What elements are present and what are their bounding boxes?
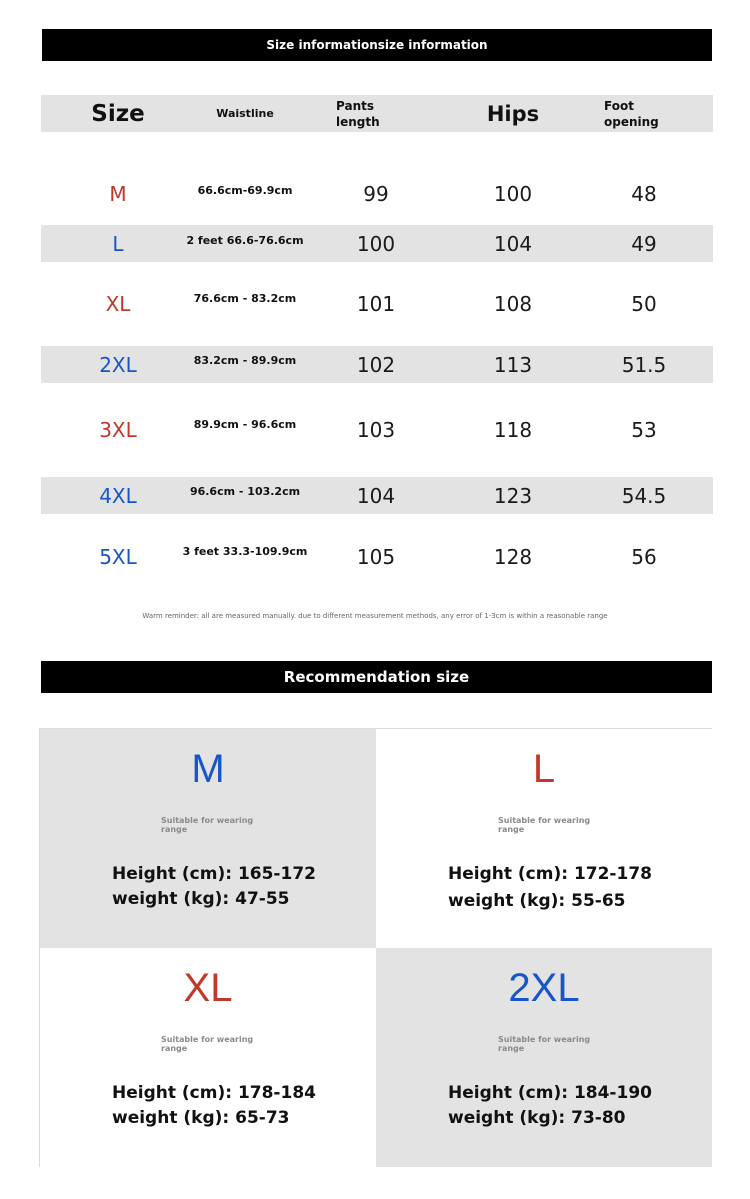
card-height: Height (cm): 184-190 bbox=[448, 1083, 652, 1103]
pants-length-cell: 104 bbox=[356, 483, 396, 508]
header-foot-opening-line2: opening bbox=[604, 114, 659, 129]
recommendation-card-m bbox=[40, 729, 376, 948]
hips-cell: 123 bbox=[493, 483, 533, 508]
size-cell: 3XL bbox=[99, 418, 137, 442]
recommendation-card-xl bbox=[40, 948, 376, 1167]
card-subtitle: Suitable for wearing range bbox=[161, 816, 254, 834]
waistline-cell: 96.6cm - 103.2cm bbox=[189, 485, 301, 498]
measurement-reminder: Warm reminder: all are measured manually. due to different measurement methods, any error of 1-3cm is within a reasonable range bbox=[142, 612, 608, 620]
card-subtitle: Suitable for wearing range bbox=[498, 1035, 591, 1053]
hips-cell: 100 bbox=[493, 181, 533, 206]
pants-length-cell: 103 bbox=[356, 418, 396, 442]
table-row-5xl bbox=[41, 514, 713, 600]
hips-cell: 118 bbox=[493, 418, 533, 442]
foot-opening-cell: 54.5 bbox=[621, 483, 667, 508]
table-row-2xl bbox=[41, 346, 713, 383]
foot-opening-cell: 50 bbox=[631, 292, 657, 316]
card-size-label: 2XL bbox=[508, 966, 580, 1010]
table-row-xl bbox=[41, 262, 713, 346]
card-size-label: XL bbox=[183, 966, 233, 1010]
header-pants-length bbox=[336, 95, 416, 132]
recommendation-card-l bbox=[376, 729, 712, 948]
header-hips: Hips bbox=[486, 101, 540, 126]
pants-length-cell: 102 bbox=[356, 352, 396, 377]
pants-length-cell: 105 bbox=[356, 545, 396, 569]
header-waistline: Waistline bbox=[216, 107, 274, 120]
card-height: Height (cm): 165-172 bbox=[112, 864, 316, 884]
size-cell: 5XL bbox=[99, 545, 137, 569]
header-pants-length-line1: Pants bbox=[336, 98, 374, 113]
recommendation-grid bbox=[39, 728, 712, 1167]
card-height: Height (cm): 178-184 bbox=[112, 1083, 316, 1103]
pants-length-cell: 100 bbox=[356, 231, 396, 256]
card-weight: weight (kg): 55-65 bbox=[448, 891, 626, 911]
waistline-cell: 89.9cm - 96.6cm bbox=[193, 417, 297, 431]
size-cell: L bbox=[112, 231, 124, 256]
hips-cell: 128 bbox=[493, 545, 533, 569]
foot-opening-cell: 56 bbox=[631, 545, 657, 569]
foot-opening-cell: 48 bbox=[631, 181, 657, 206]
size-cell: M bbox=[109, 181, 127, 206]
card-weight: weight (kg): 65-73 bbox=[112, 1108, 290, 1128]
header-pants-length-line2: length bbox=[336, 114, 380, 129]
card-size-label: M bbox=[191, 747, 225, 791]
card-size-label: L bbox=[532, 747, 556, 791]
hips-cell: 113 bbox=[493, 352, 533, 377]
pants-length-cell: 101 bbox=[356, 292, 396, 316]
hips-cell: 104 bbox=[493, 231, 533, 256]
card-weight: weight (kg): 73-80 bbox=[448, 1108, 626, 1128]
size-table bbox=[41, 95, 713, 600]
table-header-row bbox=[41, 95, 713, 132]
header-foot-opening bbox=[604, 95, 684, 132]
size-cell: 2XL bbox=[99, 352, 137, 377]
table-row-4xl bbox=[41, 477, 713, 514]
waistline-cell: 66.6cm-69.9cm bbox=[197, 184, 293, 197]
table-row-l bbox=[41, 225, 713, 262]
waistline-cell: 83.2cm - 89.9cm bbox=[193, 354, 297, 367]
size-cell: 4XL bbox=[99, 483, 137, 508]
table-row-m bbox=[41, 132, 713, 225]
waistline-cell: 76.6cm - 83.2cm bbox=[193, 291, 297, 305]
table-row-3xl bbox=[41, 383, 713, 477]
header-foot-opening-line1: Foot bbox=[604, 98, 634, 113]
recommendation-card-2xl bbox=[376, 948, 712, 1167]
card-subtitle: Suitable for wearing range bbox=[498, 816, 591, 834]
foot-opening-cell: 51.5 bbox=[621, 352, 667, 377]
foot-opening-cell: 49 bbox=[631, 231, 657, 256]
waistline-cell: 2 feet 66.6-76.6cm bbox=[186, 234, 304, 247]
size-information-title: Size informationsize information bbox=[266, 38, 488, 52]
recommendation-banner bbox=[41, 661, 712, 693]
hips-cell: 108 bbox=[493, 292, 533, 316]
pants-length-cell: 99 bbox=[363, 181, 389, 206]
header-size: Size bbox=[91, 100, 145, 127]
size-information-banner bbox=[42, 29, 712, 61]
foot-opening-cell: 53 bbox=[631, 418, 657, 442]
recommendation-title: Recommendation size bbox=[283, 668, 470, 686]
card-height: Height (cm): 172-178 bbox=[448, 864, 652, 884]
waistline-cell: 3 feet 33.3-109.9cm bbox=[182, 544, 308, 558]
size-cell: XL bbox=[105, 292, 131, 316]
card-subtitle: Suitable for wearing range bbox=[161, 1035, 254, 1053]
card-weight: weight (kg): 47-55 bbox=[112, 889, 290, 909]
